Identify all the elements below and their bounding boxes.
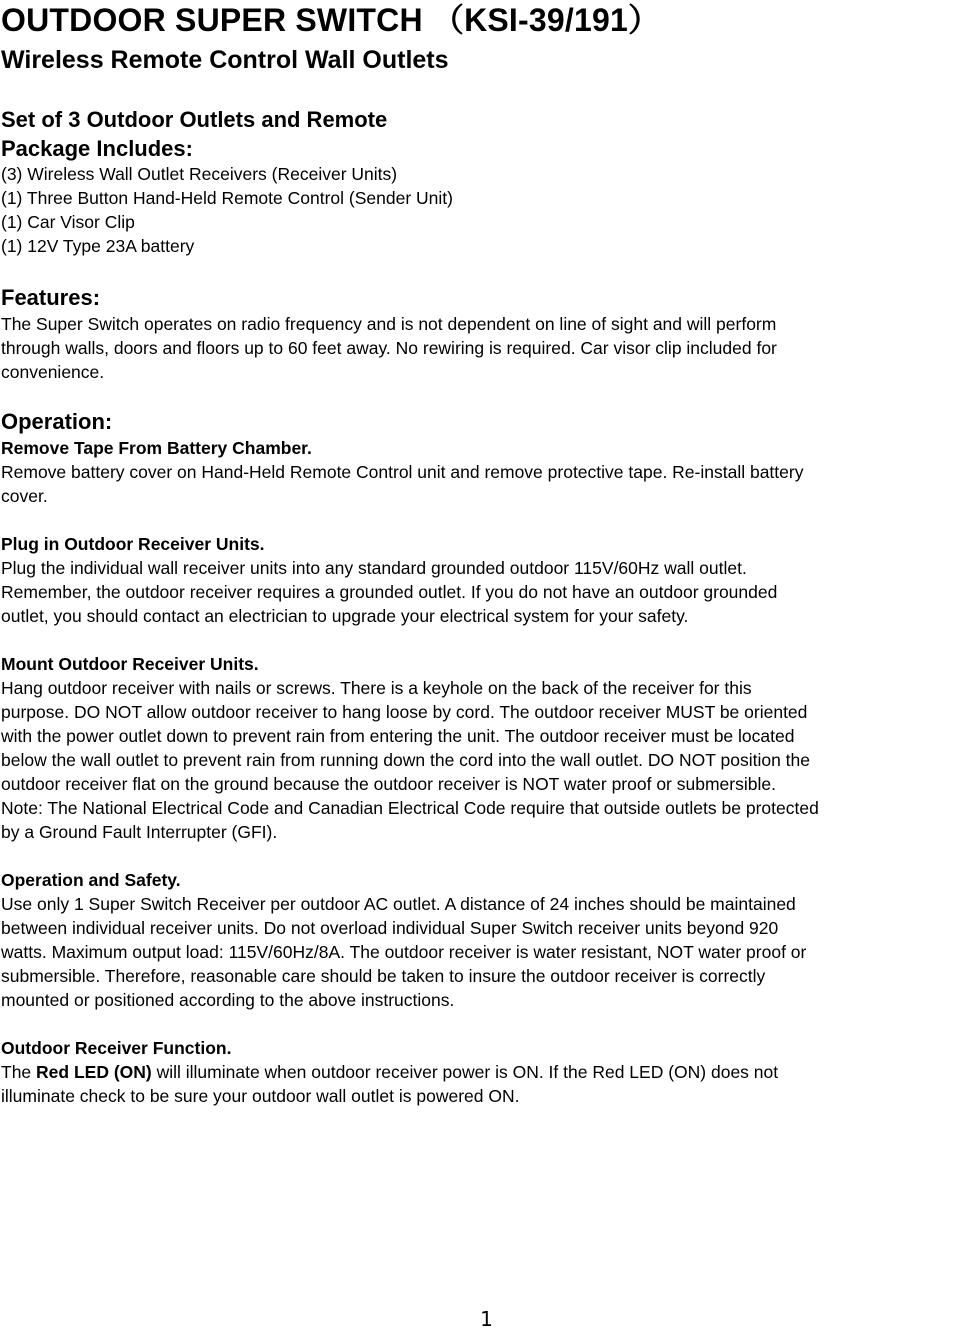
text-line: watts. Maximum output load: 115V/60Hz/8A. The outdoor receiver is water resistant, NOT water proof or [1, 942, 807, 962]
battery-paragraph [1, 460, 973, 508]
text-line: outlet, you should contact an electrician to upgrade your electrical system for your safety. [1, 606, 689, 626]
features-paragraph [1, 312, 973, 384]
text-line: outdoor receiver flat on the ground because the outdoor receiver is NOT water proof or submersible. [1, 774, 776, 794]
text-line: submersible. Therefore, reasonable care should be taken to insure the outdoor receiver is correctly [1, 966, 766, 986]
text-line: Hang outdoor receiver with nails or screws. There is a keyhole on the back of the receiver for this [1, 678, 752, 698]
battery-subheading: Remove Tape From Battery Chamber. [1, 438, 312, 458]
list-item: (3) Wireless Wall Outlet Receivers (Receiver Units) [1, 164, 398, 184]
list-item: (1) 12V Type 23A battery [1, 236, 195, 256]
text-line: below the wall outlet to prevent rain from running down the cord into the wall outlet. DO NOT position the [1, 750, 810, 770]
operation-heading: Operation: [1, 409, 113, 434]
text-line: Use only 1 Super Switch Receiver per outdoor AC outlet. A distance of 24 inches should be maintained [1, 894, 796, 914]
list-item: (1) Three Button Hand-Held Remote Control (Sender Unit) [1, 188, 453, 208]
text-line: purpose. DO NOT allow outdoor receiver to hang loose by cord. The outdoor receiver MUST be oriented [1, 702, 808, 722]
safety-subheading: Operation and Safety. [1, 870, 181, 890]
list-item: (1) Car Visor Clip [1, 212, 135, 232]
text-line: Note: The National Electrical Code and Canadian Electrical Code require that outside outlets be protected [1, 798, 819, 818]
text-line: Remember, the outdoor receiver requires a grounded outlet. If you do not have an outdoor grounded [1, 582, 778, 602]
text-line: The Super Switch operates on radio frequency and is not dependent on line of sight and will perform [1, 314, 777, 334]
plug-subheading: Plug in Outdoor Receiver Units. [1, 534, 265, 554]
plug-paragraph [1, 556, 973, 628]
page-number: 1 [480, 1307, 493, 1331]
document-title: OUTDOOR SUPER SWITCH （KSI-39/191） [1, 2, 661, 38]
function-subheading: Outdoor Receiver Function. [1, 1038, 232, 1058]
text-line: mounted or positioned according to the above instructions. [1, 990, 455, 1010]
text-fragment: will illuminate when outdoor receiver power is ON. If the Red LED (ON) does not [151, 1062, 779, 1082]
red-led-label: Red LED (ON) [36, 1062, 152, 1082]
text-line: by a Ground Fault Interrupter (GFI). [1, 822, 278, 842]
text-line: illuminate check to be sure your outdoor wall outlet is powered ON. [1, 1086, 520, 1106]
text-line: convenience. [1, 362, 105, 382]
set-heading: Set of 3 Outdoor Outlets and Remote [1, 107, 388, 132]
features-heading: Features: [1, 285, 101, 310]
text-line: Plug the individual wall receiver units into any standard grounded outdoor 115V/60Hz wall outlet. [1, 558, 747, 578]
package-heading: Package Includes: [1, 136, 193, 161]
text-line: between individual receiver units. Do not overload individual Super Switch receiver units beyond 920 [1, 918, 779, 938]
text-line: cover. [1, 486, 48, 506]
text-line: with the power outlet down to prevent rain from entering the unit. The outdoor receiver must be located [1, 726, 795, 746]
safety-paragraph [1, 892, 973, 1012]
text-line: Remove battery cover on Hand-Held Remote Control unit and remove protective tape. Re-install battery [1, 462, 804, 482]
mount-subheading: Mount Outdoor Receiver Units. [1, 654, 259, 674]
mount-paragraph [1, 676, 973, 844]
text-fragment: The [1, 1062, 37, 1082]
text-line: through walls, doors and floors up to 60 feet away. No rewiring is required. Car visor clip included for [1, 338, 777, 358]
function-paragraph [1, 1060, 973, 1108]
package-list [1, 162, 453, 258]
document-subtitle: Wireless Remote Control Wall Outlets [1, 46, 449, 74]
text-line [1, 1060, 973, 1084]
